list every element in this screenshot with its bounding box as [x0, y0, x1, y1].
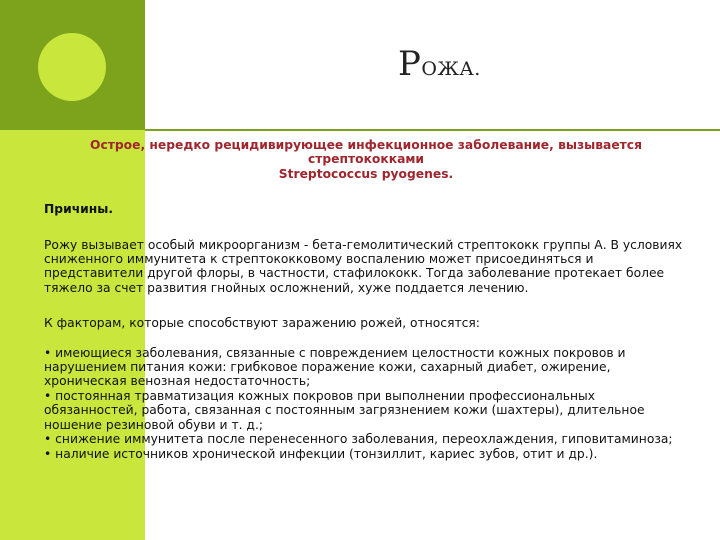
slide-title: [398, 44, 481, 84]
slide-title-rest: ОЖА.: [421, 58, 481, 80]
slide-content: [44, 138, 688, 461]
title-divider: [145, 129, 720, 131]
factor-item: • снижение иммунитета после перенесенного заболевания, переохлаждения, гиповитаминоза;: [44, 432, 673, 447]
intro-line-1: Острое, нередко рецидивирующее инфекционное заболевание, вызывается стрептококками: [90, 138, 642, 167]
slide-title-initial: Р: [398, 44, 422, 84]
factors-list: [44, 346, 688, 461]
factors-intro: К факторам, которые способствуют заражению рожей, относятся:: [44, 316, 480, 331]
factor-item: • имеющиеся заболевания, связанные с повреждением целостности кожных покровов и нарушением питания кожи: грибковое поражение кожи, сахарный диабет, ожирение, хроническая венозная недостаточность;: [44, 345, 626, 389]
causes-paragraph: Рожу вызывает особый микроорганизм - бета-гемолитический стрептококк группы А. В условиях сниженного иммунитета к стрептококковому воспалению может присоединяться и представители другой флоры, в частности, стафилококк. Тогда заболевание протекает более тяжело за счет развития гнойных осложнений, хуже поддается лечению.: [44, 237, 683, 295]
decor-circle: [38, 33, 106, 101]
causes-heading: Причины.: [44, 202, 114, 217]
factor-item: • постоянная травматизация кожных покровов при выполнении профессиональных обязанностей, работа, связанная с постоянным загрязнением кожи (шахтеры), длительное ношение резиновой обуви и т. д.;: [44, 388, 645, 432]
intro-line-2: Streptococcus pyogenes.: [278, 166, 454, 181]
factor-item: • наличие источников хронической инфекции (тонзиллит, кариес зубов, отит и др.).: [44, 446, 598, 461]
intro-definition: [44, 138, 688, 181]
